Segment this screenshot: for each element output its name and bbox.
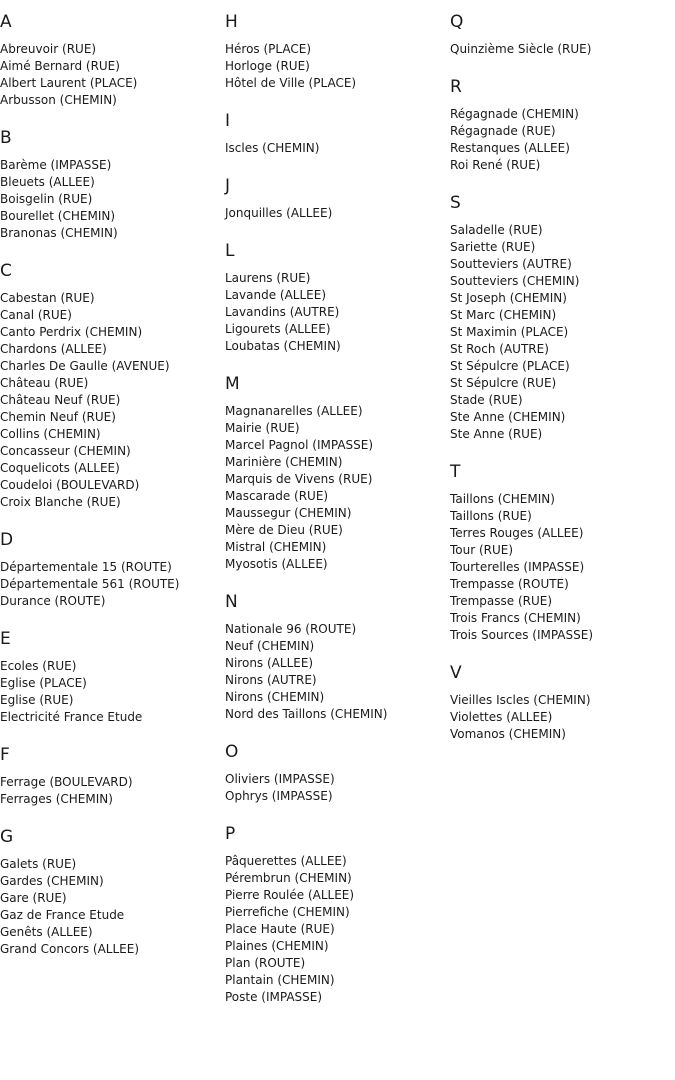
street-link[interactable]: Mairie (RUE) — [225, 421, 300, 435]
letter-heading: B — [0, 128, 12, 148]
letter-heading: D — [0, 530, 14, 550]
letter-group-n — [225, 592, 450, 723]
letter-heading: H — [225, 12, 238, 32]
street-link[interactable]: Eglise (PLACE) — [0, 676, 87, 690]
street-link[interactable]: Trois Francs (CHEMIN) — [450, 611, 581, 625]
letter-heading: T — [450, 462, 461, 482]
letter-group-o — [225, 742, 450, 805]
street-link[interactable]: Sariette (RUE) — [450, 240, 536, 254]
letter-group-p — [225, 824, 450, 1006]
street-link[interactable]: Ecoles (RUE) — [0, 659, 77, 673]
street-link[interactable]: Soutteviers (CHEMIN) — [450, 274, 580, 288]
street-link[interactable]: Branonas (CHEMIN) — [0, 226, 118, 240]
street-link[interactable]: Oliviers (IMPASSE) — [225, 772, 335, 786]
letter-heading: J — [225, 176, 231, 196]
street-link[interactable]: Durance (ROUTE) — [0, 594, 106, 608]
street-link[interactable]: Galets (RUE) — [0, 857, 77, 871]
letter-group-e — [0, 629, 225, 726]
street-link[interactable]: Lavandins (AUTRE) — [225, 305, 340, 319]
street-link[interactable]: Hôtel de Ville (PLACE) — [225, 76, 357, 90]
street-link[interactable]: Restanques (ALLEE) — [450, 141, 570, 155]
street-link[interactable]: Neuf (CHEMIN) — [225, 639, 315, 653]
street-link[interactable]: St Roch (AUTRE) — [450, 342, 549, 356]
street-link[interactable]: Départementale 561 (ROUTE) — [0, 577, 180, 591]
letter-heading: R — [450, 77, 462, 97]
street-link[interactable]: St Joseph (CHEMIN) — [450, 291, 567, 305]
index-column-2 — [225, 0, 450, 1025]
street-link[interactable]: Barème (IMPASSE) — [0, 158, 112, 172]
street-link[interactable]: Iscles (CHEMIN) — [225, 141, 320, 155]
street-link[interactable]: Ste Anne (RUE) — [450, 427, 543, 441]
street-link[interactable]: Laurens (RUE) — [225, 271, 311, 285]
street-link[interactable]: St Sépulcre (RUE) — [450, 376, 557, 390]
street-link[interactable]: Taillons (RUE) — [450, 509, 532, 523]
street-link[interactable]: Nirons (CHEMIN) — [225, 690, 325, 704]
letter-heading: S — [450, 193, 461, 213]
street-link[interactable]: Chardons (ALLEE) — [0, 342, 107, 356]
letter-heading: G — [0, 827, 14, 847]
letter-group-r — [450, 77, 675, 174]
street-link[interactable]: Concasseur (CHEMIN) — [0, 444, 131, 458]
street-link[interactable]: Cabestan (RUE) — [0, 291, 95, 305]
letter-group-t — [450, 462, 675, 644]
street-link[interactable]: Grand Concors (ALLEE) — [0, 942, 139, 956]
street-link[interactable]: Plaines (CHEMIN) — [225, 939, 329, 953]
street-link[interactable]: Terres Rouges (ALLEE) — [450, 526, 584, 540]
street-link[interactable]: Jonquilles (ALLEE) — [225, 206, 333, 220]
street-link[interactable]: Chemin Neuf (RUE) — [0, 410, 116, 424]
street-link[interactable]: Gaz de France Etude — [0, 908, 125, 922]
street-link[interactable]: Marquis de Vivens (RUE) — [225, 472, 373, 486]
street-link[interactable]: Stade (RUE) — [450, 393, 523, 407]
street-link[interactable]: Vomanos (CHEMIN) — [450, 727, 566, 741]
street-link[interactable]: Château (RUE) — [0, 376, 89, 390]
street-link[interactable]: Electricité France Etude — [0, 710, 143, 724]
letter-group-h — [225, 12, 450, 92]
street-link[interactable]: Lavande (ALLEE) — [225, 288, 327, 302]
street-link[interactable]: Magnanarelles (ALLEE) — [225, 404, 363, 418]
letter-group-v — [450, 663, 675, 743]
street-link[interactable]: Canal (RUE) — [0, 308, 72, 322]
street-link[interactable]: Coudeloi (BOULEVARD) — [0, 478, 140, 492]
street-link[interactable]: St Maximin (PLACE) — [450, 325, 569, 339]
street-link[interactable]: Nirons (AUTRE) — [225, 673, 317, 687]
street-link[interactable]: Plantain (CHEMIN) — [225, 973, 335, 987]
letter-group-g — [0, 827, 225, 958]
street-link[interactable]: Gardes (CHEMIN) — [0, 874, 104, 888]
street-link[interactable]: Eglise (RUE) — [0, 693, 74, 707]
street-link[interactable]: Régagnade (RUE) — [450, 124, 556, 138]
street-link[interactable]: St Marc (CHEMIN) — [450, 308, 557, 322]
street-link[interactable]: Gare (RUE) — [0, 891, 67, 905]
street-link[interactable]: Nirons (ALLEE) — [225, 656, 314, 670]
letter-group-l — [225, 241, 450, 355]
letter-group-c — [0, 261, 225, 511]
street-link[interactable]: Loubatas (CHEMIN) — [225, 339, 341, 353]
letter-group-j — [225, 176, 450, 222]
letter-heading: V — [450, 663, 462, 683]
street-link[interactable]: Nationale 96 (ROUTE) — [225, 622, 357, 636]
letter-group-i — [225, 111, 450, 157]
street-link[interactable]: Arbusson (CHEMIN) — [0, 93, 117, 107]
street-link[interactable]: Myosotis (ALLEE) — [225, 557, 328, 571]
letter-heading: M — [225, 374, 240, 394]
street-link[interactable]: Bleuets (ALLEE) — [0, 175, 95, 189]
street-link[interactable]: Tour (RUE) — [450, 543, 514, 557]
street-link[interactable]: Trois Sources (IMPASSE) — [450, 628, 594, 642]
street-link[interactable]: Aimé Bernard (RUE) — [0, 59, 120, 73]
street-link[interactable]: Plan (ROUTE) — [225, 956, 306, 970]
street-link[interactable]: Bourellet (CHEMIN) — [0, 209, 116, 223]
street-link[interactable]: Pâquerettes (ALLEE) — [225, 854, 347, 868]
street-link[interactable]: Coquelicots (ALLEE) — [0, 461, 120, 475]
street-link[interactable]: Trempasse (ROUTE) — [450, 577, 569, 591]
letter-heading: L — [225, 241, 235, 261]
street-link[interactable]: Poste (IMPASSE) — [225, 990, 323, 1004]
street-link[interactable]: Albert Laurent (PLACE) — [0, 76, 138, 90]
street-link[interactable]: Héros (PLACE) — [225, 42, 312, 56]
letter-heading: F — [0, 745, 10, 765]
street-link[interactable]: Pierre Roulée (ALLEE) — [225, 888, 355, 902]
street-link[interactable]: Ligourets (ALLEE) — [225, 322, 331, 336]
street-link[interactable]: Ophrys (IMPASSE) — [225, 789, 333, 803]
street-link[interactable]: Régagnade (CHEMIN) — [450, 107, 579, 121]
street-link[interactable]: Quinzième Siècle (RUE) — [450, 42, 592, 56]
letter-heading: O — [225, 742, 239, 762]
street-link[interactable]: Soutteviers (AUTRE) — [450, 257, 572, 271]
street-link[interactable]: Violettes (ALLEE) — [450, 710, 553, 724]
street-link[interactable]: Ferrages (CHEMIN) — [0, 792, 113, 806]
street-link[interactable]: Collins (CHEMIN) — [0, 427, 101, 441]
street-link[interactable]: Taillons (CHEMIN) — [450, 492, 555, 506]
street-link[interactable]: Charles De Gaulle (AVENUE) — [0, 359, 170, 373]
street-link[interactable]: Château Neuf (RUE) — [0, 393, 121, 407]
street-link[interactable]: Vieilles Iscles (CHEMIN) — [450, 693, 591, 707]
letter-group-m — [225, 374, 450, 573]
street-link[interactable]: Nord des Taillons (CHEMIN) — [225, 707, 388, 721]
street-link[interactable]: Maussegur (CHEMIN) — [225, 506, 352, 520]
street-link[interactable]: Mascarade (RUE) — [225, 489, 329, 503]
street-link[interactable]: Mère de Dieu (RUE) — [225, 523, 343, 537]
street-link[interactable]: Horloge (RUE) — [225, 59, 310, 73]
street-link[interactable]: Boisgelin (RUE) — [0, 192, 93, 206]
letter-heading: E — [0, 629, 11, 649]
street-link[interactable]: St Sépulcre (PLACE) — [450, 359, 570, 373]
letter-group-d — [0, 530, 225, 610]
street-link[interactable]: Trempasse (RUE) — [450, 594, 553, 608]
street-link[interactable]: Roi René (RUE) — [450, 158, 541, 172]
street-link[interactable]: Saladelle (RUE) — [450, 223, 543, 237]
letter-heading: C — [0, 261, 12, 281]
letter-group-b — [0, 128, 225, 242]
street-link[interactable]: Mistral (CHEMIN) — [225, 540, 327, 554]
letter-heading: I — [225, 111, 231, 131]
street-link[interactable]: Canto Perdrix (CHEMIN) — [0, 325, 143, 339]
street-link[interactable]: Abreuvoir (RUE) — [0, 42, 97, 56]
index-column-3 — [450, 0, 675, 762]
street-link[interactable]: Marcel Pagnol (IMPASSE) — [225, 438, 374, 452]
letter-heading: A — [0, 12, 12, 32]
street-link[interactable]: Croix Blanche (RUE) — [0, 495, 121, 509]
letter-heading: P — [225, 824, 236, 844]
street-link[interactable]: Ferrage (BOULEVARD) — [0, 775, 133, 789]
letter-group-q — [450, 12, 675, 58]
letter-heading: N — [225, 592, 238, 612]
street-link[interactable]: Place Haute (RUE) — [225, 922, 335, 936]
letter-heading: Q — [450, 12, 464, 32]
letter-group-s — [450, 193, 675, 443]
street-link[interactable]: Marinière (CHEMIN) — [225, 455, 343, 469]
street-link[interactable]: Pierrefiche (CHEMIN) — [225, 905, 350, 919]
letter-group-a — [0, 12, 225, 109]
street-link[interactable]: Départementale 15 (ROUTE) — [0, 560, 172, 574]
letter-group-f — [0, 745, 225, 808]
street-link[interactable]: Ste Anne (CHEMIN) — [450, 410, 566, 424]
street-link[interactable]: Pérembrun (CHEMIN) — [225, 871, 352, 885]
street-link[interactable]: Genêts (ALLEE) — [0, 925, 93, 939]
index-column-1 — [0, 0, 225, 977]
street-link[interactable]: Tourterelles (IMPASSE) — [450, 560, 585, 574]
